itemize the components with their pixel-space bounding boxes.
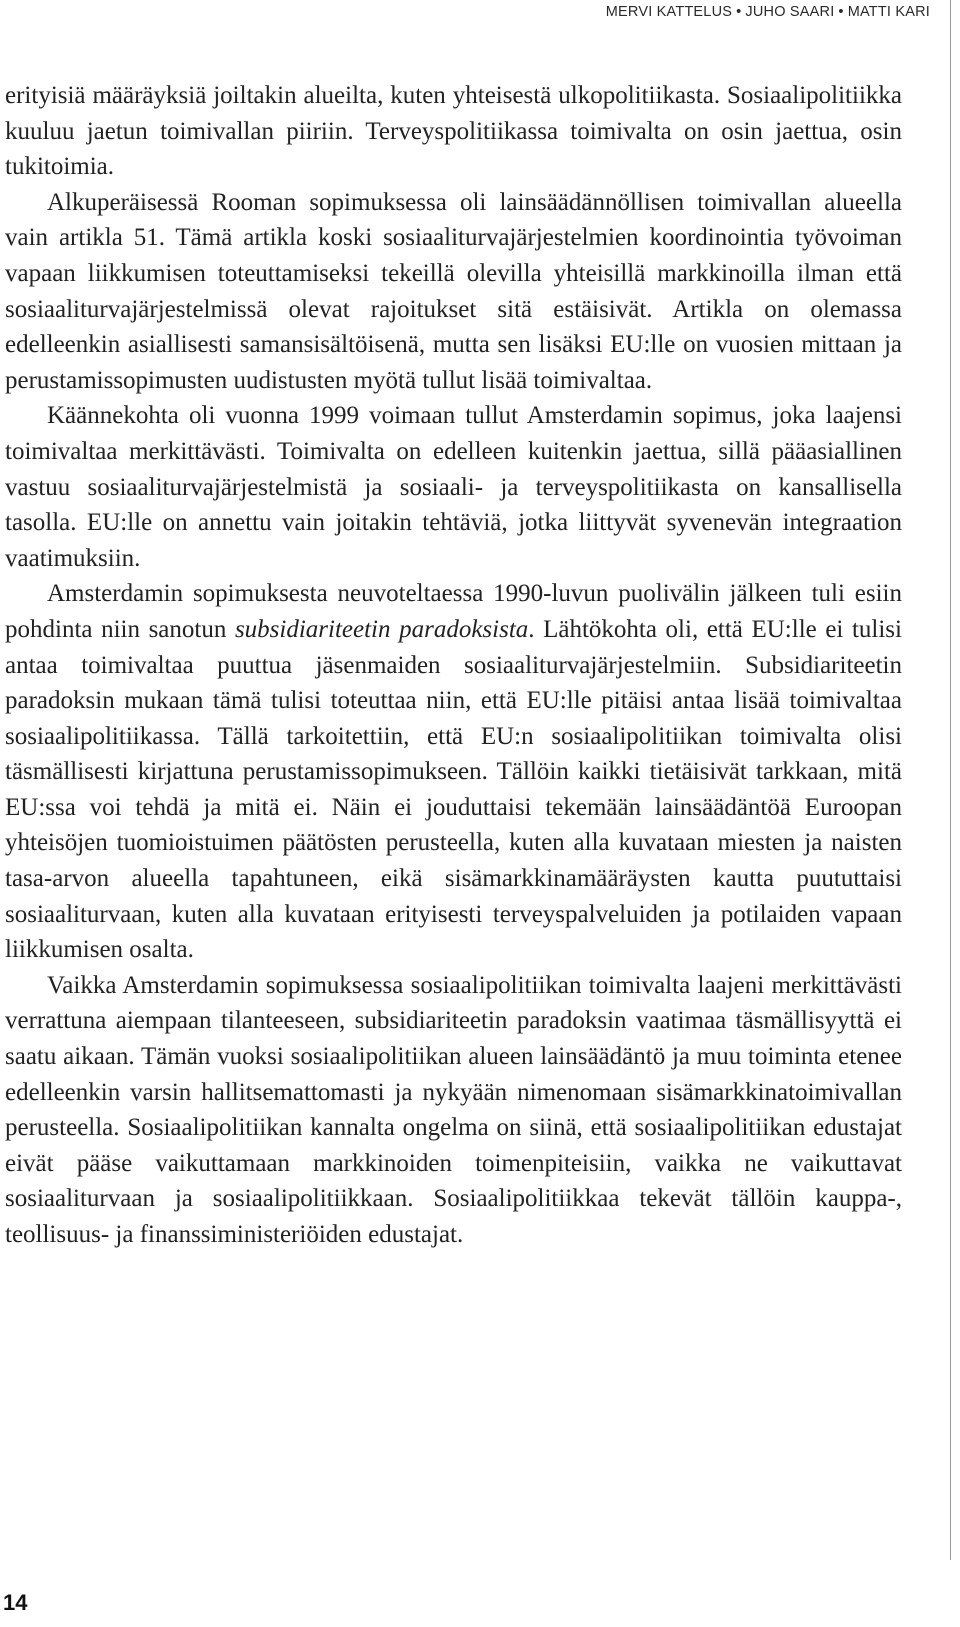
paragraph-text: Vaikka Amsterdamin sopimuksessa sosiaalipolitiikan toimivalta laajeni merkittävästi verrattuna aiempaan tilanteeseen, subsidiariteetin paradoksin vaatimaa täsmällisyyttä ei saatu aikaan. Tämän vuoksi sosiaalipolitiikan alueen lainsäädäntö ja muu toiminta etenee edelleenkin varsin hallitsemattomasti ja nykyään nimenomaan sisämarkkinatoimivallan perusteella. Sosiaalipolitiikan kannalta ongelma on siinä, että sosiaalipolitiikan edustajat eivät pääse vaikuttamaan markkinoiden toimenpiteisiin, vaikka ne vaikuttavat sosiaaliturvaan ja sosiaalipolitiikkaan. Sosiaalipolitiikkaa tekevät tällöin kauppa-, teollisuus- ja finanssiministeriöiden edustajat. (5, 971, 902, 1248)
paragraph (5, 968, 902, 1253)
paragraph-text: Amsterdamin sopimuksesta neuvoteltaessa 1990-luvun puolivälin jälkeen tuli esiin pohdinta niin sanotun (5, 580, 902, 643)
paragraph (5, 576, 902, 968)
body-text (5, 78, 902, 1253)
paragraph (5, 78, 902, 185)
running-head (606, 4, 930, 20)
author-name: JUHO SAARI (745, 4, 835, 20)
author-name: MATTI KARI (847, 4, 930, 20)
margin-rule (950, 0, 951, 1560)
paragraph (5, 398, 902, 576)
author-name: MERVI KATTELUS (605, 4, 733, 20)
paragraph-text: Alkuperäisessä Rooman sopimuksessa oli lainsäädännöllisen toimivallan alueella vain artikla 51. Tämä artikla koski sosiaaliturvajärjestelmien koordinointia työvoiman vapaan liikkumisen toteuttamiseksi tekeillä olevilla yhteisillä markkinoilla ilman että sosiaaliturvajärjestelmissä olevat rajoitukset sitä estäisivät. Artikla on olemassa edelleenkin asiallisesti samansisältöisenä, mutta sen lisäksi EU:lle on vuosien mittaan ja perustamissopimusten uudistusten myötä tullut lisää toimivaltaa. (5, 188, 902, 394)
paragraph (5, 185, 902, 399)
page-number: 14 (3, 1590, 28, 1615)
separator-bullet: • (838, 4, 844, 20)
paragraph-text: . Lähtökohta oli, että EU:lle ei tulisi antaa toimivaltaa puuttua jäsenmaiden sosiaaliturvajärjestelmiin. Subsidiariteetin paradoksin mukaan tämä tulisi toteuttaa niin, että EU:lle pitäisi antaa lisää toimivaltaa sosiaalipolitiikassa. Tällä tarkoitettiin, että EU:n sosiaalipolitiikan toimivalta olisi täsmällisesti kirjattuna perustamissopimukseen. Tällöin kaikki tietäisivät tarkkaan, mitä EU:ssa voi tehdä ja mitä ei. Näin ei jouduttaisi tekemään lainsäädäntöä Euroopan yhteisöjen tuomioistuimen päätösten perusteella, kuten alla kuvataan miesten ja naisten tasa-arvon alueella tapahtuneen, eikä sisämarkkinamääräysten kautta puututtaisi sosiaaliturvaan, kuten alla kuvataan erityisesti terveyspalveluiden ja potilaiden vapaan liikkumisen osalta. (5, 615, 902, 964)
paragraph-text: erityisiä määräyksiä joiltakin alueilta, kuten yhteisestä ulkopolitiikasta. Sosiaalipolitiikka kuuluu jaetun toimivallan piiriin. Terveyspolitiikassa toimivalta on osin jaettua, osin tukitoimia. (5, 82, 902, 181)
emphasis-text: subsidiariteetin paradoksista (234, 615, 529, 643)
paragraph-text: Käännekohta oli vuonna 1999 voimaan tullut Amsterdamin sopimus, joka laajensi toimivaltaa merkittävästi. Toimivalta on edelleen kuitenkin jaettua, sillä pääasiallinen vastuu sosiaaliturvajärjestelmistä ja sosiaali- ja terveyspolitiikasta on kansallisella tasolla. EU:lle on annettu vain joitakin tehtäviä, jotka liittyvät syvenevän integraation vaatimuksiin. (5, 402, 902, 572)
separator-bullet: • (736, 4, 742, 20)
